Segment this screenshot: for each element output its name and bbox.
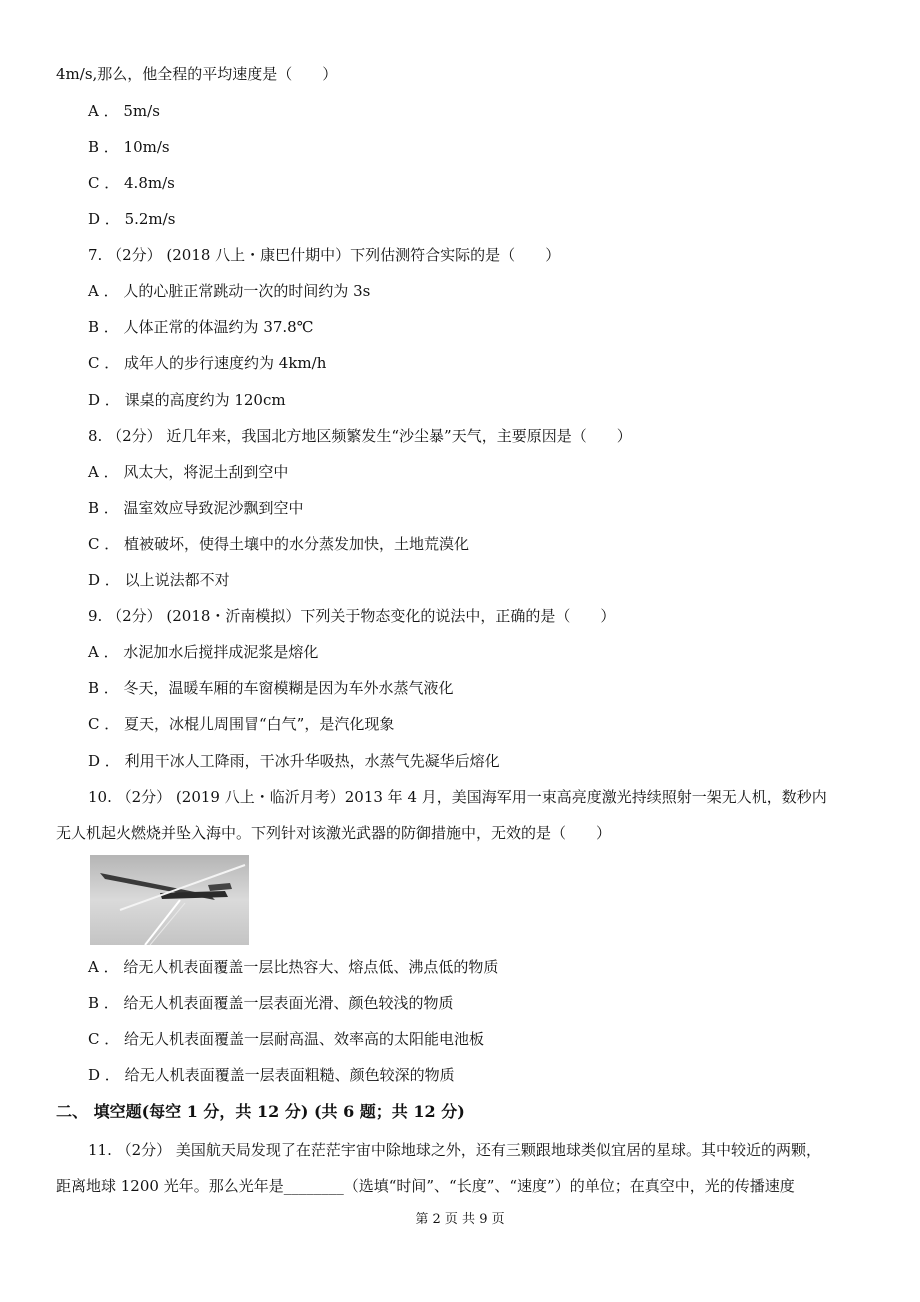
- question-6-continuation: 4m/s,那么，他全程的平均速度是（ ）: [56, 65, 338, 83]
- q8-option-c: C ． 植被破坏，使得土壤中的水分蒸发加快，土地荒漠化: [88, 535, 470, 553]
- q9-option-d: D ． 利用干冰人工降雨，干冰升华吸热，水蒸气先凝华后熔化: [88, 752, 500, 770]
- question-11-line-2: 距离地球 1200 光年。那么光年是________（选填“时间”、“长度”、“速度”）的单位；在真空中，光的传播速度: [56, 1177, 795, 1195]
- q10-option-b: B ． 给无人机表面覆盖一层表面光滑、颜色较浅的物质: [88, 994, 454, 1012]
- question-10-line-2: 无人机起火燃烧并坠入海中。下列针对该激光武器的防御措施中，无效的是（ ）: [56, 824, 612, 842]
- q8-option-a: A ． 风太大，将泥土刮到空中: [88, 463, 289, 481]
- question-7: 7. （2分） (2018 八上・康巴什期中）下列估测符合实际的是（ ）: [88, 246, 561, 264]
- q10-option-a: A ． 给无人机表面覆盖一层比热容大、熔点低、沸点低的物质: [88, 958, 499, 976]
- page-footer: 第 2 页 共 9 页: [415, 1212, 505, 1227]
- question-8: 8. （2分） 近几年来，我国北方地区频繁发生“沙尘暴”天气，主要原因是（ ）: [88, 427, 632, 445]
- q9-option-b: B ． 冬天，温暖车厢的车窗模糊是因为车外水蒸气液化: [88, 679, 454, 697]
- q8-option-b: B ． 温室效应导致泥沙飘到空中: [88, 499, 304, 517]
- q6-option-c: C ． 4.8m/s: [88, 174, 175, 192]
- q6-option-d: D ． 5.2m/s: [88, 210, 176, 228]
- q7-option-c: C ． 成年人的步行速度约为 4km/h: [88, 354, 327, 372]
- q9-option-c: C ． 夏天，冰棍儿周围冒“白气”，是汽化现象: [88, 715, 395, 733]
- q7-option-d: D ． 课桌的高度约为 120cm: [88, 391, 286, 409]
- q8-option-d: D ． 以上说法都不对: [88, 571, 230, 589]
- question-9: 9. （2分） (2018・沂南模拟）下列关于物态变化的说法中，正确的是（ ）: [88, 607, 616, 625]
- q7-option-a: A ． 人的心脏正常跳动一次的时间约为 3s: [88, 282, 371, 300]
- q6-option-a: A ． 5m/s: [88, 102, 160, 120]
- q9-option-a: A ． 水泥加水后搅拌成泥浆是熔化: [88, 643, 319, 661]
- question-10-line-1: 10. （2分） (2019 八上・临沂月考）2013 年 4 月，美国海军用一束高亮度激光持续照射一架无人机，数秒内: [88, 788, 827, 806]
- q7-option-b: B ． 人体正常的体温约为 37.8℃: [88, 318, 314, 336]
- q6-option-b: B ． 10m/s: [88, 138, 170, 156]
- q10-option-d: D ． 给无人机表面覆盖一层表面粗糙、颜色较深的物质: [88, 1066, 455, 1084]
- question-11-line-1: 11. （2分） 美国航天局发现了在茫茫宇宙中除地球之外，还有三颗跟地球类似宜居的星球。其中较近的两颗，: [88, 1141, 821, 1159]
- drone-laser-image: [90, 855, 249, 945]
- section-2-heading: 二、 填空题(每空 1 分，共 12 分) (共 6 题；共 12 分): [56, 1102, 465, 1121]
- q10-option-c: C ． 给无人机表面覆盖一层耐高温、效率高的太阳能电池板: [88, 1030, 485, 1048]
